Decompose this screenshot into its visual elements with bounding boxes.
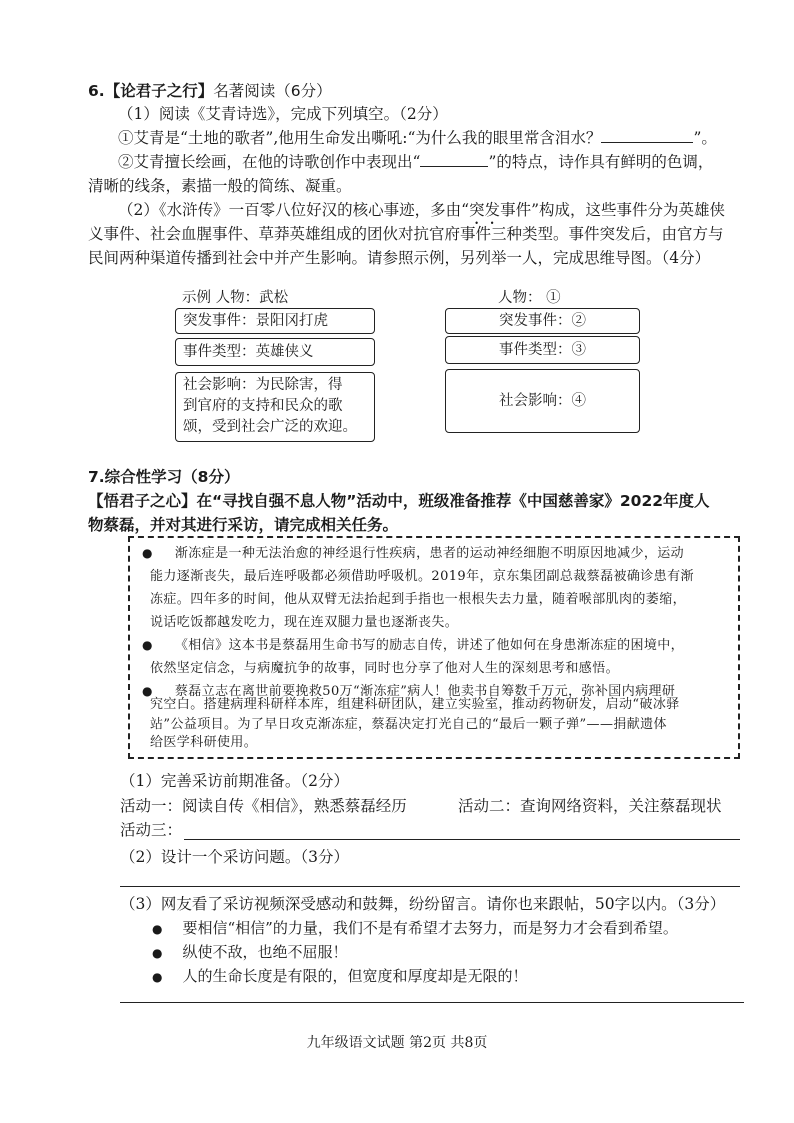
q6-part1-a-text: ①艾青是“土地的歌者”,他用生命发出嘶吼:“为什么我的眼里常含泪水？ [118, 129, 602, 147]
example-impact-line: 颂，受到社会广泛的欢迎。 [183, 419, 357, 435]
q6-part2-line3: 民间两种渠道传播到社会中并产生影响。请参照示例，另列举一人，完成思维导图。（4分） [88, 249, 711, 267]
answer-blank-1[interactable] [601, 141, 693, 143]
material-line [142, 542, 684, 566]
q6-part1-b-text: ②艾青擅长绘画，在他的诗歌创作中表现出“ [118, 153, 421, 171]
q7-sub1: （1）完善采访前期准备。（2分） [120, 772, 349, 790]
answer-impact-box[interactable]: 社会影响：④ [445, 369, 640, 433]
q6-part1-a [118, 127, 717, 149]
q6-part2-line2: 义事件、社会血腥事件、草莽英雄组成的团伙对抗官府事件三种类型。事件突发后，由官方与 [88, 225, 724, 243]
comment-text: 要相信“相信”的力量，我们不是有希望才去努力，而是努力才会看到希望。 [182, 919, 678, 937]
activity-3-answer-line[interactable] [184, 839, 740, 840]
q7-sub3: （3）网友看了采访视频深受感动和鼓舞，纷纷留言。请你也来跟帖，50字以内。（3分） [120, 895, 726, 913]
q6-part1-a-end: ”。 [693, 129, 717, 147]
q6-part2-text: （2）《水浒传》一百零八位好汉的核心事迹，多由“ [118, 201, 470, 219]
material-text: 渐冻症是一种无法治愈的神经退行性疾病，患者的运动神经细胞不明原因地减少，运动 [174, 546, 685, 561]
example-impact-line: 社会影响：为民除害，得 [183, 377, 343, 393]
q6-title: 名著阅读（6分） [213, 82, 332, 100]
answer-type-box[interactable]: 事件类型：③ [445, 336, 640, 364]
material-line: 究空白。搭建病理科研样本库，组建科研团队，建立实验室，推动药物研发，启动“破冰驿 [150, 697, 680, 712]
bullet-icon: ● [142, 638, 153, 652]
material-line: 说话吃饭都越发吃力，现在连双腿力量也逐渐丧失。 [150, 615, 459, 630]
material-line: 给医学科研使用。 [150, 735, 258, 750]
example-type-box: 事件类型：英雄侠义 [175, 338, 375, 366]
comment-item [152, 917, 678, 940]
page-footer: 九年级语文试题 第2页 共8页 [306, 1035, 488, 1051]
bullet-icon: ● [142, 684, 153, 698]
q7-heading: 7.综合性学习（8分） [88, 468, 240, 486]
answer-blank-2[interactable] [420, 165, 488, 167]
emphasis-text: 突发 [469, 201, 501, 219]
example-label: 示例 人物：武松 [182, 290, 289, 306]
material-text: 《相信》这本书是蔡磊用生命书写的励志自传，讲述了他如何在身患渐冻症的困境中， [174, 638, 685, 653]
q7-intro-line1: 【悟君子之心】在“寻找自强不息人物”活动中，班级准备推荐《中国慈善家》2022年度人 [88, 492, 710, 510]
q7-intro-line2: 物蔡磊，并对其进行采访，请完成相关任务。 [88, 516, 399, 534]
bullet-icon: ● [152, 946, 163, 960]
q6-heading [88, 80, 332, 102]
activity-3-label: 活动三： [120, 821, 183, 839]
example-impact-line: 到官府的支持和民众的歌 [183, 398, 343, 414]
example-event-box: 突发事件：景阳冈打虎 [175, 308, 375, 334]
answer-event-box[interactable]: 突发事件：② [445, 308, 640, 334]
q6-number: 6. [88, 82, 105, 100]
material-line: 站”公益项目。为了早日攻克渐冻症，蔡磊决定打光自己的“最后一颗子弹”——捐献遗体 [150, 717, 667, 732]
activity-1: 活动一：阅读自传《相信》，熟悉蔡磊经历 [120, 797, 407, 815]
q6-part1-intro: （1）阅读《艾青诗选》，完成下列填空。（2分） [118, 105, 448, 123]
q6-part2-text-end: 事件”构成，这些事件分为英雄侠 [500, 201, 725, 219]
comment-text: 人的生命长度是有限的，但宽度和厚度却是无限的！ [182, 967, 528, 985]
answer-person-label: 人物： ① [498, 290, 561, 306]
comment-answer-line[interactable] [120, 1002, 744, 1003]
material-line: 冻症。四年多的时间，他从双臂无法抬起到手指也一根根失去力量，随着喉部肌肉的萎缩， [150, 592, 687, 607]
comment-item [152, 965, 528, 988]
material-text: 蔡磊立志在离世前要挽救50万“渐冻症”病人！他卖书自筹数千万元，弥补国内病理研 [174, 684, 676, 699]
bullet-icon: ● [142, 546, 153, 560]
q6-part1-b [118, 151, 713, 173]
comment-text: 纵使不敌，也绝不屈服！ [182, 943, 348, 961]
material-line: 依然坚定信念，与病魔抗争的故事，同时也分享了他对人生的深刻思考和感悟。 [150, 661, 620, 676]
q6-tag: 【论君子之行】 [104, 82, 214, 100]
activity-2: 活动二：查询网络资料，关注蔡磊现状 [458, 797, 722, 815]
q7-sub2: （2）设计一个采访问题。（3分） [120, 848, 349, 866]
q6-part1-b-line2: 清晰的线条，素描一般的简练、凝重。 [88, 177, 352, 195]
q6-part1-b-end: ”的特点，诗作具有鲜明的色调， [488, 153, 714, 171]
material-line [142, 634, 684, 658]
question-answer-line[interactable] [120, 886, 740, 887]
material-line: 能力逐渐丧失，最后连呼吸都必须借助呼吸机。2019年，京东集团副总裁蔡磊被确诊患有渐 [150, 569, 694, 584]
bullet-icon: ● [152, 970, 163, 984]
bullet-icon: ● [152, 922, 163, 936]
example-impact-box [175, 372, 375, 442]
comment-item [152, 941, 348, 964]
